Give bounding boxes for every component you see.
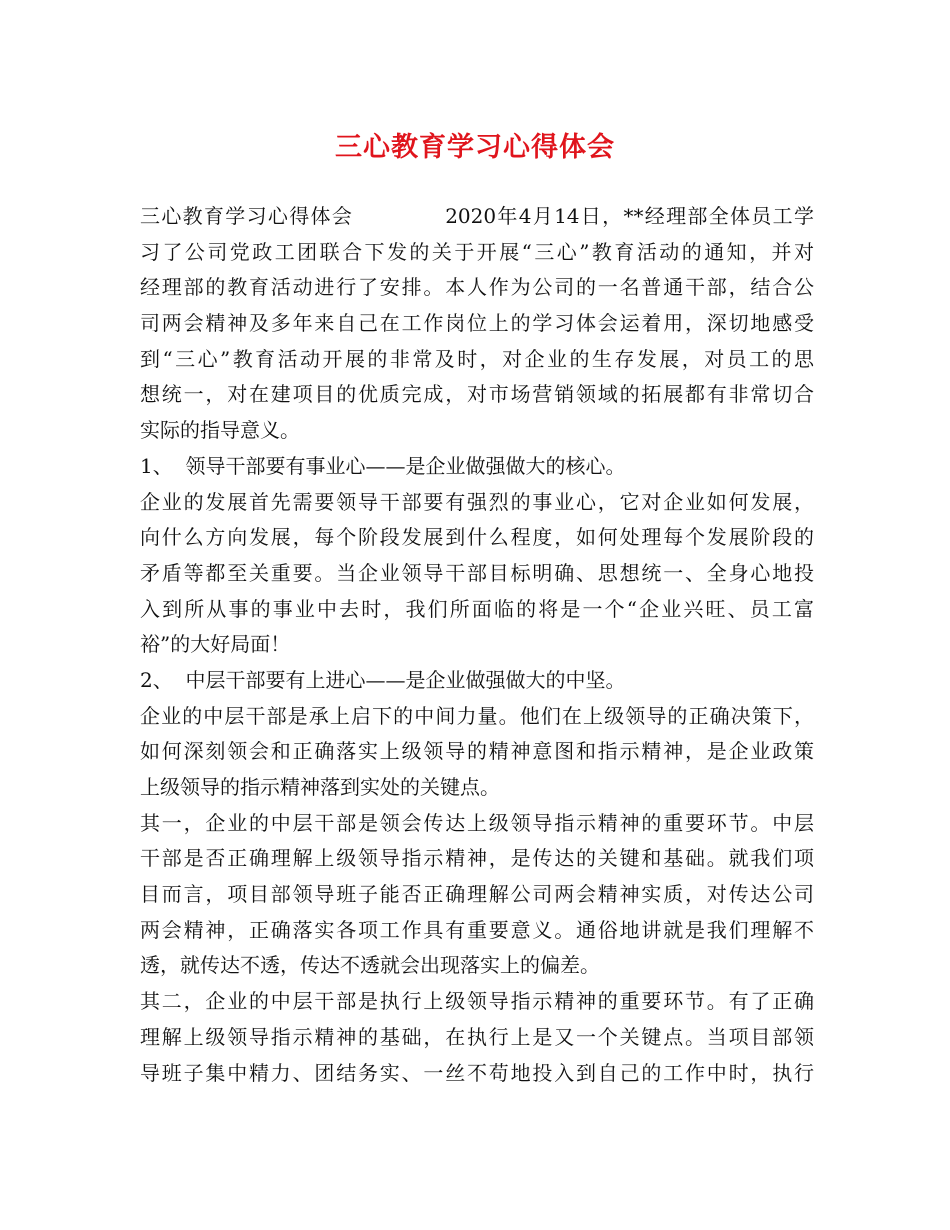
paragraph-line: 司两会精神及多年来自己在工作岗位上的学习体会运着用，深切地感受 xyxy=(140,311,814,336)
paragraph-line: 如何深刻领会和正确落实上级领导的精神意图和指示精神，是企业政策 xyxy=(140,739,814,764)
paragraph-line: 到“三心”教育活动开展的非常及时，对企业的生存发展，对员工的思 xyxy=(140,346,814,371)
paragraph-line: 导班子集中精力、团结务实、一丝不苟地投入到自己的工作中时，执行 xyxy=(140,1060,814,1085)
paragraph-line: 干部是否正确理解上级领导指示精神，是传达的关键和基础。就我们项 xyxy=(140,846,814,871)
paragraph-line: 其二，企业的中层干部是执行上级领导指示精神的重要环节。有了正确 xyxy=(140,989,814,1014)
paragraph-line: 向什么方向发展，每个阶段发展到什么程度，如何处理每个发展阶段的 xyxy=(140,525,814,550)
paragraph-line: 入到所从事的事业中去时，我们所面临的将是一个“企业兴旺、员工富 xyxy=(140,596,814,621)
paragraph-line: 实际的指导意义。 xyxy=(140,418,300,443)
paragraph-line: 企业的发展首先需要领导干部要有强烈的事业心，它对企业如何发展， xyxy=(140,489,814,514)
paragraph-line: 目而言，项目部领导班子能否正确理解公司两会精神实质，对传达公司 xyxy=(140,882,814,907)
paragraph-line: 想统一，对在建项目的优质完成，对市场营销领域的拓展都有非常切合 xyxy=(140,382,814,407)
paragraph-line: 透，就传达不透，传达不透就会出现落实上的偏差。 xyxy=(140,953,600,978)
paragraph-line: 上级领导的指示精神落到实处的关键点。 xyxy=(140,775,500,799)
paragraph-line: 两会精神，正确落实各项工作具有重要意义。通俗地讲就是我们理解不 xyxy=(140,917,814,942)
paragraph-line: 矛盾等都至关重要。当企业领导干部目标明确、思想统一、全身心地投 xyxy=(140,560,814,585)
paragraph-line: 经理部的教育活动进行了安排。本人作为公司的一名普通干部，结合公 xyxy=(140,275,814,300)
paragraph-line: 其一，企业的中层干部是领会传达上级领导指示精神的重要环节。中层 xyxy=(140,810,814,835)
paragraph-line: 裕”的大好局面！ xyxy=(140,632,291,657)
paragraph-line: 三心教育学习心得体会 2020年4月14日，**经理部全体员工学 xyxy=(140,204,814,228)
paragraph-line: 理解上级领导指示精神的基础，在执行上是又一个关键点。当项目部领 xyxy=(140,1024,814,1049)
paragraph-line: 企业的中层干部是承上启下的中间力量。他们在上级领导的正确决策下， xyxy=(140,703,814,728)
paragraph-line: 2、 中层干部要有上进心——是企业做强做大的中坚。 xyxy=(140,667,626,692)
document-title: 三心教育学习心得体会 xyxy=(335,132,615,163)
document-body xyxy=(140,199,814,1091)
paragraph-line: 1、 领导干部要有事业心——是企业做强做大的核心。 xyxy=(140,453,626,478)
paragraph-line: 习了公司党政工团联合下发的关于开展“三心”教育活动的通知，并对 xyxy=(140,239,814,264)
